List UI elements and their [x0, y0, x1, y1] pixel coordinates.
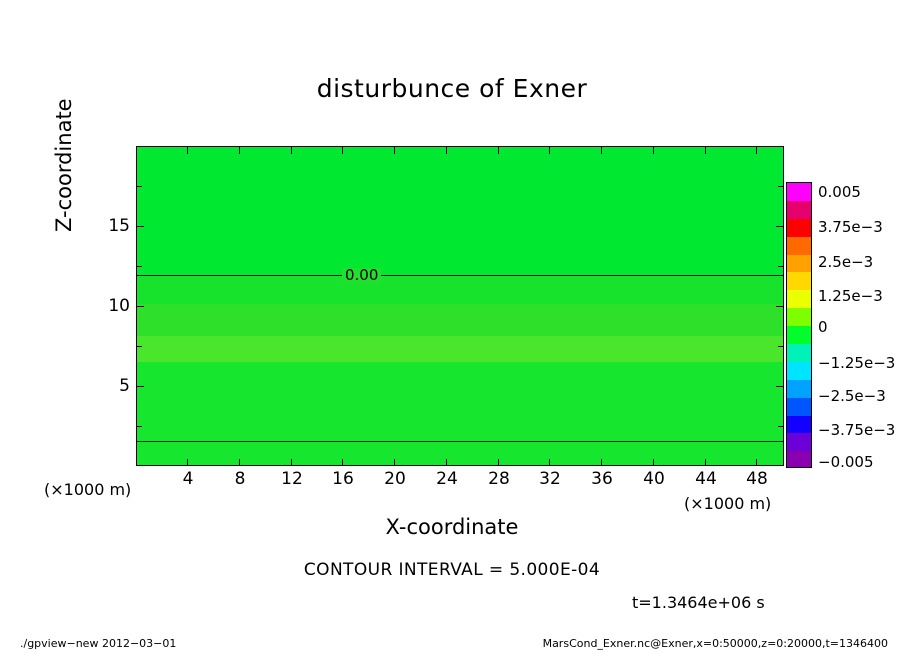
contour-label: 0.00: [342, 268, 381, 283]
x-tick-label: 16: [332, 469, 354, 489]
colorbar-segment: [787, 326, 811, 344]
footer-left: ./gpview−new 2012−03−01: [20, 637, 177, 650]
field-band: [137, 147, 783, 275]
field-band: [137, 275, 783, 304]
y-tick-left: [137, 386, 144, 387]
x-tick-top: [187, 147, 188, 154]
colorbar-segment: [787, 398, 811, 416]
x-tick-label: 36: [591, 469, 613, 489]
colorbar-tick-label: −1.25e−3: [818, 354, 896, 372]
colorbar-segment: [787, 272, 811, 290]
colorbar-tick-label: 0: [818, 318, 828, 336]
field-band: [137, 362, 783, 466]
colorbar-segment: [787, 451, 811, 468]
y-tick-right: [776, 386, 783, 387]
x-tick-bottom: [705, 459, 706, 466]
x-tick-label: 44: [695, 469, 717, 489]
x-tick-label: 40: [643, 469, 665, 489]
colorbar-segment: [787, 380, 811, 398]
x-axis-unit: (×1000 m): [684, 494, 772, 513]
contour-line-zero: [137, 275, 783, 276]
x-tick-label: 4: [182, 469, 194, 489]
field-band: [137, 336, 783, 362]
x-tick-bottom: [601, 459, 602, 466]
z-axis-unit: (×1000 m): [44, 480, 132, 499]
x-tick-top: [394, 147, 395, 154]
footer-right: MarsCond_Exner.nc@Exner,x=0:50000,z=0:20000,t=1346400: [542, 637, 888, 650]
colorbar-segment: [787, 344, 811, 362]
colorbar-segment: [787, 362, 811, 380]
x-tick-bottom: [653, 459, 654, 466]
x-tick-label: 20: [384, 469, 406, 489]
colorbar-segment: [787, 237, 811, 255]
x-tick-label: 32: [539, 469, 561, 489]
x-tick-top: [549, 147, 550, 154]
contour-interval-note: CONTOUR INTERVAL = 5.000E-04: [303, 560, 601, 580]
x-tick-label: 28: [488, 469, 510, 489]
time-label: t=1.3464e+06 s: [632, 593, 765, 612]
x-tick-bottom: [394, 459, 395, 466]
x-tick-bottom: [291, 459, 292, 466]
x-tick-label: 48: [746, 469, 768, 489]
x-tick-bottom: [756, 459, 757, 466]
x-tick-bottom: [187, 459, 188, 466]
colorbar-tick-label: 0.005: [818, 183, 861, 201]
x-tick-label: 24: [436, 469, 458, 489]
x-tick-top: [342, 147, 343, 154]
x-tick-top: [239, 147, 240, 154]
colorbar-segment: [787, 290, 811, 308]
colorbar-tick-label: −2.5e−3: [818, 387, 886, 405]
y-tick-left: [137, 226, 144, 227]
y-tick-left-minor: [137, 426, 142, 427]
colorbar-tick-label: −0.005: [818, 453, 874, 471]
x-tick-bottom: [342, 459, 343, 466]
y-tick-right-minor: [778, 266, 783, 267]
colorbar-segment: [787, 308, 811, 326]
colorbar-segment: [787, 219, 811, 237]
colorbar-tick-label: 2.5e−3: [818, 253, 874, 271]
x-tick-top: [446, 147, 447, 154]
x-tick-bottom: [549, 459, 550, 466]
chart-title: disturbunce of Exner: [316, 74, 588, 103]
plot-area: [136, 146, 784, 466]
x-tick-label: 8: [234, 469, 246, 489]
colorbar-segment: [787, 183, 811, 201]
y-axis-title: Z-coordinate: [52, 98, 76, 232]
colorbar-segment: [787, 255, 811, 273]
colorbar-tick-label: −3.75e−3: [818, 421, 896, 439]
colorbar-segment: [787, 416, 811, 434]
contour-line-lower: [137, 441, 783, 442]
y-tick-label: 5: [119, 376, 130, 396]
y-tick-right-minor: [778, 186, 783, 187]
x-tick-bottom: [498, 459, 499, 466]
y-tick-right-minor: [778, 426, 783, 427]
x-tick-top: [498, 147, 499, 154]
x-tick-top: [653, 147, 654, 154]
y-tick-left: [137, 306, 144, 307]
colorbar-tick-label: 1.25e−3: [818, 287, 883, 305]
colorbar-segment: [787, 433, 811, 451]
y-tick-label: 15: [108, 216, 130, 236]
colorbar-segment: [787, 201, 811, 219]
x-tick-top: [756, 147, 757, 154]
y-tick-right-minor: [778, 346, 783, 347]
y-tick-right: [776, 226, 783, 227]
x-tick-top: [601, 147, 602, 154]
y-tick-right: [776, 306, 783, 307]
y-tick-label: 10: [108, 296, 130, 316]
x-tick-label: 12: [281, 469, 303, 489]
y-tick-left-minor: [137, 186, 142, 187]
y-tick-left-minor: [137, 346, 142, 347]
y-tick-left-minor: [137, 266, 142, 267]
colorbar-tick-label: 3.75e−3: [818, 218, 883, 236]
x-tick-top: [291, 147, 292, 154]
field-band: [137, 304, 783, 336]
x-tick-bottom: [446, 459, 447, 466]
x-tick-top: [705, 147, 706, 154]
x-tick-bottom: [239, 459, 240, 466]
colorbar: [786, 182, 812, 468]
x-axis-title: X-coordinate: [385, 515, 519, 539]
